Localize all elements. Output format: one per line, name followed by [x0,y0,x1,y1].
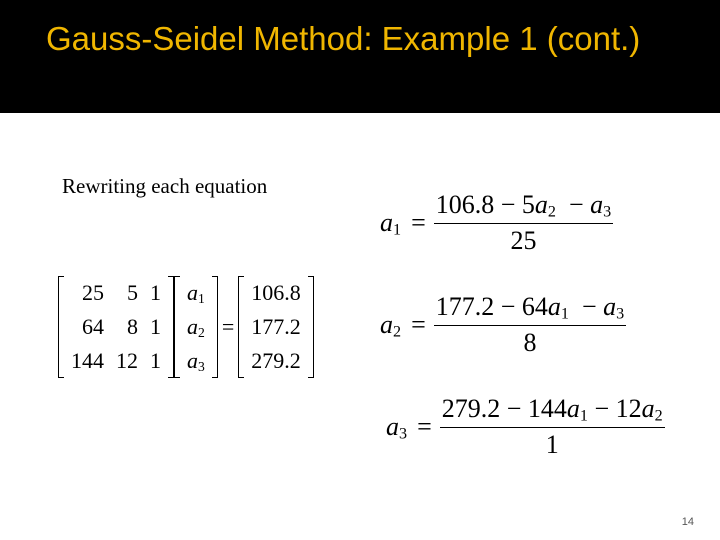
denominator: 25 [510,226,537,255]
numerator: $279.2 - 144a_1 - 12a_2$ [440,394,665,428]
matrix-cell: 1 [150,280,161,305]
caption: Rewriting each equation [62,174,268,198]
equation-a1: $a_1$ = $\frac{106.8 - 5a_2 - a_3}{25}$ [380,190,612,255]
numerator: $106.8 - 5a_2 - a_3$ [434,190,613,224]
matrix-equation [58,276,314,378]
denominator: 8 [523,328,537,357]
matrix-row [65,310,167,344]
coefficient-matrix [58,276,174,378]
equation-a3: $a_3$ = $\frac{279.2 - 144a_1 - 12a_2}{1}$ [386,394,663,459]
matrix-cell: 1 [150,314,161,339]
matrix-cell: 144 [71,348,104,373]
unknown-cell: $a_1$ [187,280,205,306]
matrix-cell: 25 [82,280,104,305]
unknown-cell: $a_2$ [187,314,205,340]
matrix-cell: 1 [150,348,161,373]
title-bar [0,0,720,113]
matrix-cell: 5 [127,280,138,305]
slide-number: 14 [681,516,694,528]
rhs-cell: 106.8 [251,280,301,305]
numerator: $177.2 - 64a_1 - a_3$ [434,292,626,326]
equals-sign: = [221,314,235,339]
denominator: 1 [545,430,559,459]
matrix-row [65,344,167,378]
rhs-cell: 177.2 [251,314,301,339]
equation-a2: $a_2$ = $\frac{177.2 - 64a_1 - a_3}{8}$ [380,292,625,357]
unknowns-vector [174,276,218,378]
rhs-cell: 279.2 [251,348,301,373]
slide-title: Gauss-Seidel Method: Example 1 (cont.) [46,20,641,57]
matrix-cell: 8 [127,314,138,339]
matrix-row [65,276,167,310]
unknown-cell: $a_3$ [187,348,205,374]
rhs-vector [238,276,314,378]
matrix-cell: 12 [116,348,138,373]
matrix-cell: 64 [82,314,104,339]
